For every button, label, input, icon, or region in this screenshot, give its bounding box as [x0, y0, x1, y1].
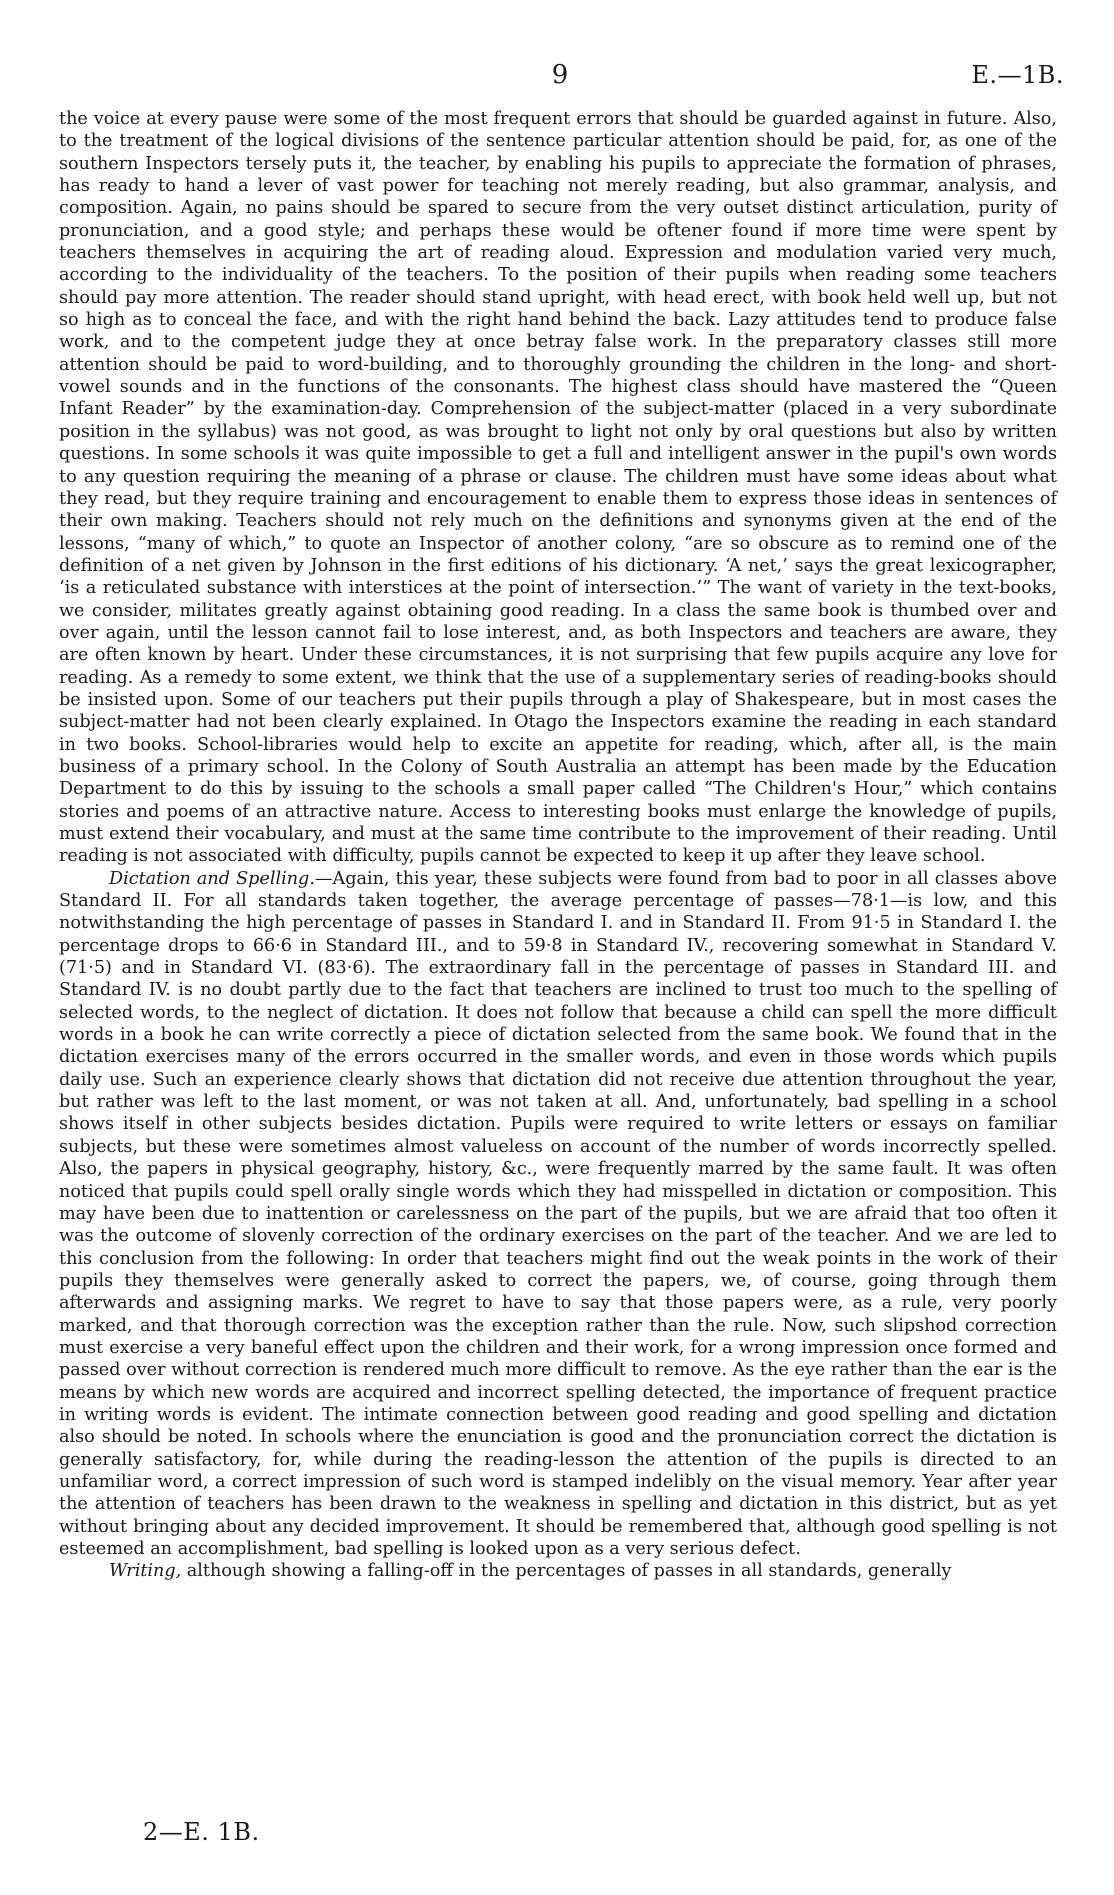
document-reference: E.—1B. [971, 61, 1064, 89]
section-heading-dictation-spelling: Dictation and Spelling. [109, 868, 315, 889]
paragraph-text: —Again, this year, these subjects were found from bad to poor in all classes above Standard II. For all standards taken together, the average percentage of passes—78·1—is low, and this notwithstanding the high percentage of passes in Standard I. and in Standard II. From 91·5 in Standard I. the percentage drops to 66·6 in Standard III., and to 59·8 in Standard IV., recovering somewhat in Standard V. (71·5) and in Standard VI. (83·6). The extraordinary fall in the percentage of passes in Standard III. and Standard IV. is no doubt partly due to the fact that teachers are inclined to trust too much to the spelling of selected words, to the neglect of dictation. It does not follow that because a child can spell the more difficult words in a book he can write correctly a piece of dictation selected from the same book. We found that in the dictation exercises many of the errors occurred in the smaller words, and even in those words which pupils daily use. Such an experience clearly shows that dictation did not receive due attention throughout the year, but rather was left to the last moment, or was not taken at all. And, unfortunately, bad spelling in a school shows itself in other subjects besides dictation. Pupils were required to write letters or essays on familiar subjects, but these were sometimes almost valueless on account of the number of words incorrectly spelled. Also, the papers in physical geography, history, &c., were frequently marred by the same fault. It was often noticed that pupils could spell orally single words which they had misspelled in dictation or composition. This may have been due to inattention or carelessness on the part of the pupils, but we are afraid that too often it was the outcome of slovenly correction of the ordinary exercises on the part of the teacher. And we are led to this conclusion from the following: In order that teachers might find out the weak points in the work of their pupils they themselves were generally asked to correct the papers, we, of course, going through them afterwards and assigning marks. We regret to have to say that those papers were, as a rule, very poorly marked, and that thorough correction was the exception rather than the rule. Now, such slipshod correction must exercise a very baneful effect upon the children and their work, for a wrong impression once formed and passed over without correction is rendered much more difficult to remove. As the eye rather than the ear is the means by which new words are acquired and incorrect spelling detected, the importance of frequent practice in writing words is evident. The intimate connection between good reading and good spelling and dictation also should be noted. In schools where the enunciation is good and the pronunciation correct the dictation is generally satisfactory, for, while during the reading-lesson the attention of the pupils is directed to an unfamiliar word, a correct impression of such word is stamped indelibly on the visual memory. Year after year the attention of teachers has been drawn to the weakness in spelling and dictation in this district, but as yet without bringing about any decided improvement. It should be remembered that, although good spelling is not esteemed an accomplishment, bad spelling is looked upon as a very serious defect. [59, 868, 1058, 1559]
page-number: 9 [551, 60, 569, 90]
paragraph-text: the voice at every pause were some of the most frequent errors that should be guarded against in future. Also, to the treatment of the logical divisions of the sentence particular attention should be paid, for, as one of the southern Inspectors tersely puts it, the teacher, by enabling his pupils to appreciate the formation of phrases, has ready to hand a lever of vast power for teaching not merely reading, but also grammar, analysis, and composition. Again, no pains should be spared to secure from the very outset distinct articulation, purity of pronunciation, and a good style; and perhaps these would be oftener found if more time were spent by teachers themselves in acquiring the art of reading aloud. Expression and modulation varied very much, according to the individuality of the teachers. To the position of their pupils when reading some teachers should pay more attention. The reader should stand upright, with head erect, with book held well up, but not so high as to conceal the face, and with the right hand behind the back. Lazy attitudes tend to produce false work, and to the competent judge they at once betray false work. In the preparatory classes still more attention should be paid to word-building, and to thoroughly grounding the children in the long- and short-vowel sounds and in the functions of the consonants. The highest class should have mastered the “Queen Infant Reader” by the examination-day. Comprehension of the subject-matter (placed in a very subordinate position in the syllabus) was not good, as was brought to light not only by oral questions but also by written questions. In some schools it was quite impossible to get a full and intelligent answer in the pupil's own words to any question requiring the meaning of a phrase or clause. The children must have some ideas about what they read, but they require training and encouragement to enable them to express those ideas in sentences of their own making. Teachers should not rely much on the definitions and synonyms given at the end of the lessons, “many of which,” to quote an Inspector of another colony, “are so obscure as to remind one of the definition of a net given by Johnson in the first editions of his dictionary. ‘A net,’ says the great lexicographer, ‘is a reticulated substance with interstices at the point of intersection.’” The want of variety in the text-books, we consider, militates greatly against obtaining good reading. In a class the same book is thumbed over and over again, until the lesson cannot fail to lose interest, and, as both Inspectors and teachers are aware, they are often known by heart. Under these circumstances, it is not surprising that few pupils acquire any love for reading. As a remedy to some extent, we think that the use of a supplementary series of reading-books should be insisted upon. Some of our teachers put their pupils through a play of Shakespeare, but in most cases the subject-matter had not been clearly explained. In Otago the Inspectors examine the reading in each standard in two books. School-libraries would help to excite an appetite for reading, which, after all, is the main business of a primary school. In the Colony of South Australia an attempt has been made by the Education Department to do this by issuing to the schools a small paper called “The Children's Hour,” which contains stories and poems of an attractive nature. Access to interesting books must enlarge the knowledge of pupils, must extend their vocabulary, and must at the same time contribute to the improvement of their reading. Until reading is not associated with difficulty, pupils cannot be expected to keep it up after they leave school. [59, 109, 1057, 867]
paragraph-reading [59, 108, 1057, 868]
signature-mark: 2—E. 1B. [143, 1818, 260, 1846]
section-heading-writing: Writing, [109, 1561, 182, 1582]
body-text [59, 108, 1057, 1583]
paragraph-writing [59, 1560, 1057, 1582]
paragraph-dictation-spelling [59, 868, 1057, 1561]
paragraph-text: although showing a falling-off in the percentages of passes in all standards, generally [181, 1561, 952, 1582]
